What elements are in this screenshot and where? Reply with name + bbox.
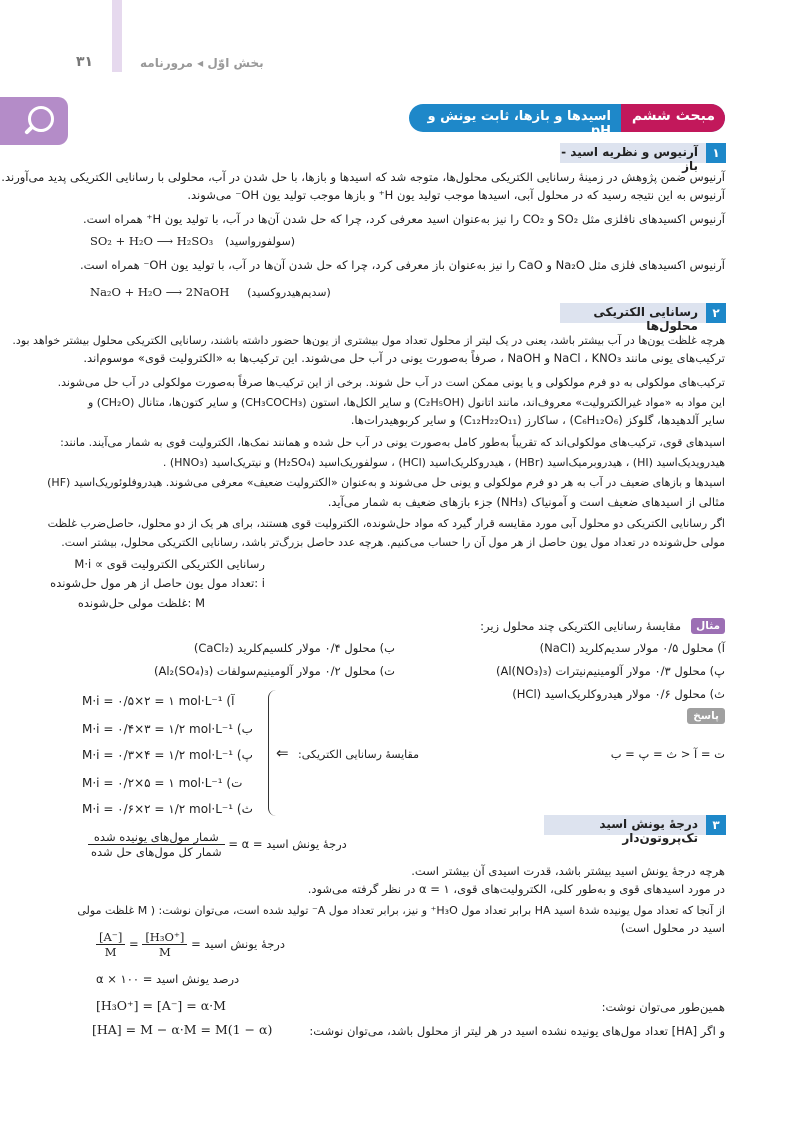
section-1-header <box>560 143 726 173</box>
s1-equation-1-formula: SO₂ + H₂O ⟶ H₂SO₃ <box>90 234 214 248</box>
s1-equation-2 <box>90 285 331 300</box>
example-tag: مثال <box>691 618 725 634</box>
alpha-fraction-numerator: شمار مول‌های یونیده شده <box>88 830 225 845</box>
section-2-title: رسانایی الکتریکی محلول‌ها <box>593 305 698 333</box>
section-1-number: ۱ <box>706 143 726 163</box>
calc-line-1: M·i = ۰/۵×۲ = ۱ mol·L⁻¹ (آ <box>82 694 235 708</box>
alpha-formula-lhs: درجهٔ یونش اسید = α = <box>228 837 347 851</box>
section-2-header <box>560 303 726 333</box>
s2-line-10: اگر رسانایی الکتریکی دو محلول آبی مورد مقایسه قرار گیرد که مواد حل‌شونده، الکترولیت قوی هستند، برای هر یک از دو محلول، حاصل‌ضرب غلظت <box>47 517 725 530</box>
s1-paragraph-1: آرنیوس ضمن پژوهش در زمینهٔ رسانایی الکتریکی محلول‌ها، متوجه شد که اسیدها و بازها، با حل شدن در آب، محلولی با رسانایی الکتریکی پدید می‌آورند. <box>1 170 725 184</box>
ionization-formula-lhs: درجهٔ یونش اسید = <box>191 937 285 951</box>
ionization-fraction-2 <box>96 930 125 959</box>
s2-line-13: i :تعداد مول یون حاصل از هر مول حل‌شونده <box>50 576 265 590</box>
comparison-result: ت = آ < ث = پ = ب <box>610 747 725 761</box>
ionization-formula <box>96 930 285 959</box>
topic-badge: مبحث ششم <box>631 108 715 124</box>
ionization-fraction-1-num: [H₃O⁺] <box>142 930 187 945</box>
s1-paragraph-4: آرنیوس اکسیدهای فلزی مثل Na₂O و CaO را نیز به‌عنوان باز معرفی کرد، چرا که حل شدن آن‌ها در آب، با تولید یون OH⁻ همراه است. <box>79 258 725 272</box>
percent-formula: درصد یونش اسید = ۱۰۰ × α <box>96 972 240 986</box>
page-number: ۳۱ <box>76 54 94 70</box>
alpha-fraction <box>88 830 225 859</box>
s2-line-7: هیدرویدیک‌اسید (HI) ، هیدروبرمیک‌اسید (HBr) ، هیدروکلریک‌اسید (HCl) ، سولفوریک‌اسید (H₂SO₄) و نیتریک‌اسید (HNO₃) . <box>162 456 725 469</box>
s2-line-5: سایر آلدهیدها، گلوکز (C₆H₁₂O₆) ، ساکارز (C₁₂H₂₂O₁₁) و سایر کربوهیدرات‌ها. <box>350 413 725 427</box>
s3-line-2: در مورد اسیدهای قوی و به‌طور کلی، الکترولیت‌های قوی، α = ۱ در نظر گرفته می‌شود. <box>307 882 725 896</box>
s1-equation-2-formula: Na₂O + H₂O ⟶ 2NaOH <box>90 285 230 299</box>
s2-line-3: ترکیب‌های مولکولی به دو فرم مولکولی و یا یونی ممکن است در آب حل شوند. برخی از این ترکیب‌ها صرفاً به‌صورت مولکولی در آب حل می‌شوند. <box>57 376 725 389</box>
s1-equation-1 <box>90 234 295 249</box>
section-2-number: ۲ <box>706 303 726 323</box>
s1-equation-2-note: (سدیم‌هیدروکسید) <box>247 286 331 299</box>
concentration-formula-1: [H₃O⁺] = [A⁻] = α·M <box>96 998 226 1013</box>
comparison-label: مقایسهٔ رسانایی الکتریکی: <box>298 748 419 761</box>
example-option-s: ث) محلول ۰/۶ مولار هیدروکلریک‌اسید (HCl) <box>512 687 725 701</box>
answer-tag: پاسخ <box>687 708 725 724</box>
calc-line-4: M·i = ۰/۲×۵ = ۱ mol·L⁻¹ (ت <box>82 776 243 790</box>
s2-line-1: هرچه غلظت یون‌ها در آب بیشتر باشد، یعنی در یک لیتر از محلول تعداد مول بیشتری از یون‌ها حضور داشته باشند، رسانایی الکتریکی محلول بیشتر خواهد بود. <box>12 334 725 347</box>
ionization-fraction-2-num: [A⁻] <box>96 930 125 945</box>
s3-line-5: همین‌طور می‌توان نوشت: <box>601 1000 725 1014</box>
s2-line-9: مثالی از اسیدهای ضعیف است و آمونیاک (NH₃) جزء بازهای ضعیف به شمار می‌آید. <box>327 495 725 509</box>
example-option-p: پ) محلول ۰/۳ مولار آلومینیم‌نیترات (Al(NO₃)₃) <box>495 664 725 678</box>
section-3-title: درجهٔ یونش اسید تک‌پروتون‌دار <box>599 817 698 845</box>
example-option-b: ب) محلول ۰/۴ مولار کلسیم‌کلرید (CaCl₂) <box>193 641 395 655</box>
ionization-fraction-2-den: M <box>104 945 117 959</box>
ionization-fraction-1 <box>142 930 187 959</box>
s2-line-11: مولی حل‌شونده در تعداد مول یون حاصل از هر مول آن را حساب می‌کنیم. هرچه عدد حاصل بزرگ‌تر باشد، رسانایی الکتریکی محلول، بیشتر است. <box>61 536 725 549</box>
comparison-arrow: ⇐ <box>276 744 289 762</box>
alpha-fraction-denominator: شمار کل مول‌های حل شده <box>91 845 222 859</box>
section-3-number: ۳ <box>706 815 726 835</box>
concentration-formula-2: [HA] = M − α·M = M(1 − α) <box>92 1022 273 1037</box>
example-option-t: ت) محلول ۰/۲ مولار آلومینیم‌سولفات (Al₂(SO₄)₃) <box>153 664 395 678</box>
header-side-strip <box>112 0 122 72</box>
s2-line-2: ترکیب‌های یونی مانند NaCl ، KNO₃ و NaOH ، صرفاً به‌صورت یونی در آب حل می‌شوند. این ترکیب‌ها به «الکترولیت قوی» موسوم‌اند. <box>83 351 725 365</box>
calc-line-2: M·i = ۰/۴×۳ = ۱/۲ mol·L⁻¹ (ب <box>82 722 253 736</box>
section-1-title: آرنیوس و نظریه اسید - باز <box>561 145 698 173</box>
s3-line-1: هرچه درجهٔ یونش اسید بیشتر باشد، قدرت اسیدی آن بیشتر است. <box>411 864 725 878</box>
topic-banner <box>409 104 725 139</box>
s1-paragraph-3: آرنیوس اکسیدهای نافلزی مثل SO₂ و CO₂ را نیز به‌عنوان اسید معرفی کرد، چرا که حل شدن آن‌ها در آب، با تولید یون H⁺ همراه است. <box>83 212 725 226</box>
breadcrumb: بخش اوّل ◂ مرورنامه <box>140 56 264 70</box>
s2-line-4: این مواد به «مواد غیرالکترولیت» معروف‌اند، مانند اتانول (C₂H₅OH) و سایر الکل‌ها، استون (CH₃COCH₃) و سایر کتون‌ها، متانال (CH₂O) و <box>88 396 725 409</box>
s3-line-3: از آنجا که تعداد مول یونیده شدهٔ اسید HA برابر تعداد مول H₃O⁺ و نیز، برابر تعداد مول A⁻ تولید شده است، می‌توان نوشت: ( M غلظت مولی <box>77 904 725 917</box>
s2-line-6: اسیدهای قوی، ترکیب‌های مولکولی‌اند که تقریباً به‌طور کامل به‌صورت یونی در آب حل شده و همانند نمک‌ها، الکترولیت قوی به شمار می‌آیند. مانند: <box>60 436 725 449</box>
ionization-formula-equals: = <box>129 937 139 951</box>
search-icon-handle <box>24 125 34 135</box>
s2-line-8: اسیدها و بازهای ضعیف در آب به هر دو فرم مولکولی و یونی حل می‌شوند و به‌عنوان «الکترولیت ضعیف» معرفی می‌شوند. هیدروفلوئوریک‌اسید (HF) <box>47 476 725 489</box>
search-button[interactable] <box>0 97 68 145</box>
s1-equation-1-note: (سولفورو‌اسید) <box>224 235 296 248</box>
alpha-formula <box>88 830 347 859</box>
s3-line-4: اسید در محلول است) <box>620 921 725 935</box>
ionization-fraction-1-den: M <box>158 945 171 959</box>
example-option-a: آ) محلول ۰/۵ مولار سدیم‌کلرید (NaCl) <box>539 641 725 655</box>
s2-line-12: رسانایی الکتریکی الکترولیت قوی ∝ M·i <box>74 557 265 571</box>
s2-line-14: M :غلظت مولی حل‌شونده <box>77 596 205 610</box>
s1-paragraph-2: آرنیوس به این نتیجه رسید که در محلول آبی، اسیدها موجب تولید یون H⁺ و بازها موجب تولید یون OH⁻ می‌شوند. <box>187 188 725 202</box>
section-3-header <box>544 815 726 845</box>
s3-line-6: و اگر [HA] تعداد مول‌های یونیده نشده اسید در هر لیتر از محلول باشد، می‌توان نوشت: <box>309 1024 725 1038</box>
calc-line-5: M·i = ۰/۶×۲ = ۱/۲ mol·L⁻¹ (ث <box>82 802 253 816</box>
calc-line-3: M·i = ۰/۳×۴ = ۱/۲ mol·L⁻¹ (پ <box>82 748 253 762</box>
topic-title: اسیدها و بازها، ثابت یونش و pH <box>427 109 611 139</box>
example-prompt: مقایسهٔ رسانایی الکتریکی چند محلول زیر: <box>480 619 681 633</box>
